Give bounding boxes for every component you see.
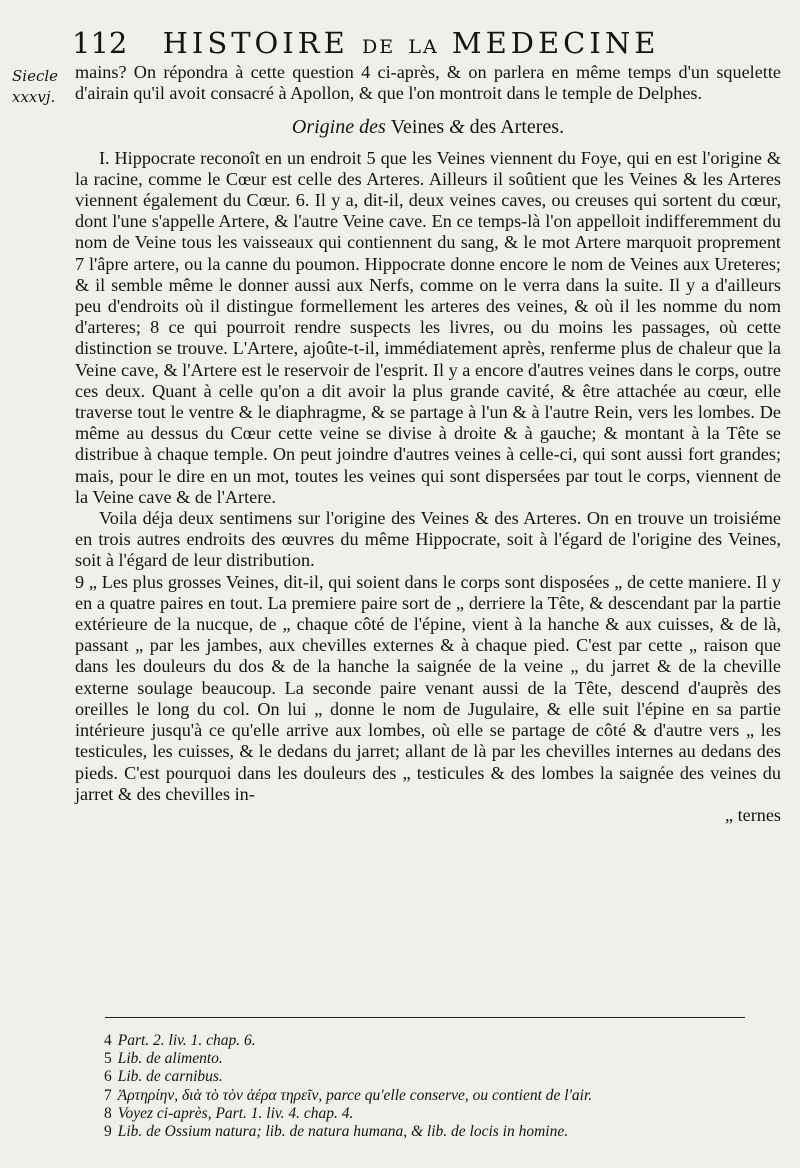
heading-veines: Veines — [390, 116, 445, 139]
footnote-8: 8 Voyez ci-après, Part. 1. liv. 4. chap. 4. — [104, 1104, 354, 1122]
header-title-medecine: MEDECINE — [451, 26, 660, 60]
heading-text1: Origine des — [291, 116, 386, 139]
footnote-6: 6 Lib. de carnibus. — [104, 1068, 223, 1086]
running-header — [72, 26, 772, 62]
header-title-de: DE — [362, 36, 396, 58]
header-title-la: LA — [408, 36, 439, 58]
heading-arteres: des Arteres. — [469, 116, 565, 139]
footnote-5: 5 Lib. de alimento. — [104, 1050, 223, 1068]
paragraph-section-1: I. Hippocrate reconoît en un endroit 5 que les Veines viennent du Foye, qui en est l'origine & la racine, comme le Cœur est celle des Arteres. Ailleurs il soûtient que les Veines & les Arteres viennent également du Cœur. 6. Il y a, dit-il, deux veines caves, ou creuses qui sortent du cœur, dont l'une s'appelle Artere, & l'autre Veine cave. En ce temps-là l'on appelloit indifferemment du nom de Veine tous les vaisseaux qui contiennent du sang, & le mot Artere marquoit proprement 7 l'âpre artere, ou la canne du poumon. Hippocrate donne encore le nom de Veines aux Ureteres; & il semble même le donner aussi aux Nerfs, comme on le verra dans la suite. Il y a d'ailleurs peu d'endroits où il distingue formellement les arteres des veines, & où il les nomme du nom d'arteres; 8 ce qui pourroit rendre suspects les livres, ou du moins les passages, où cette distinction se trouve. L'Artere, ajoûte-t-il, immédiatement après, renferme plus de chaleur que la Veine cave, & l'Artere est le reservoir de l'esprit. Il y a encore d'autres veines dans le corps, outre ces deux. Quant à celle qu'on a dit avoir la plus grande cavité, & être attachée au cœur, elle traverse tout le ventre & le diaphragme, & se partage à l'un & à l'autre Rein, vers les lombes. De même au dessus du Cœur cette veine se divise à droite & à gauche; & montant à la Tête se distribue à chaque temple. On peut joindre d'autres veines à celle-ci, qui sont aussi fort grandes; mais, pour le dire en un mot, toutes les veines qui sont dispersées par tout le corps, viennent de la Veine cave & de l'Artere. — [75, 147, 781, 507]
catchword: „ ternes — [724, 804, 781, 825]
footnote-9: 9 Lib. de Ossium natura; lib. de natura humana, & lib. de locis in homine. — [104, 1123, 569, 1141]
footnote-7: 7 Ἀρτηρίην, διὰ τὸ τὸν ἀέρα τηρεῖν, parce qu'elle conserve, ou contient de l'air. — [104, 1086, 593, 1104]
footnote-rule — [105, 1017, 745, 1018]
footnotes — [104, 1032, 764, 1141]
paragraph-three-sentiments: Voila déja deux sentimens sur l'origine des Veines & des Arteres. On en trouve un troisiéme en trois autres endroits des œuvres du même Hippocrate, soit à l'égard de l'origine des Veines, soit à l'égard de leur distribution. — [75, 508, 781, 571]
section-heading — [75, 117, 781, 138]
margin-note-line2: xxxvj. — [12, 88, 56, 106]
margin-note-century — [12, 66, 68, 108]
footnote-4: 4 Part. 2. liv. 1. chap. 6. — [104, 1032, 256, 1049]
header-title-histoire: HISTOIRE — [162, 26, 349, 60]
paragraph-opening: mains? On répondra à cette question 4 ci-après, & on parlera en même temps d'un squelette d'airain qu'il avoit consacré à Apollon, & que l'on montroit dans le temple de Delphes. — [75, 62, 781, 104]
paragraph-quotation: 9 „ Les plus grosses Veines, dit-il, qui soient dans le corps sont disposées „ de cette maniere. Il y en a quatre paires en tout. La premiere paire sort de „ derriere la Tête, & descendant par la partie extérieure de la nucque, de „ chaque côté de l'épine, vient à la hanche & aux cuisses, & de là, passant „ par les jambes, aux chevilles externes & à chaque pied. C'est par cette „ raison que dans les douleurs du dos & de la hanche la saignée de la veine „ du jarret & de la cheville externe soulage beaucoup. La seconde paire venant aussi de la Tête, descend d'auprès des oreilles le long du col. On lui „ donne le nom de Jugulaire, & elle suit l'épine en sa partie intérieure jusqu'à ce qu'elle arrive aux lombes, où elle se partage de côté & d'autre vers „ les testicules, les cuisses, & le dedans du jarret; allant de là par les chevilles internes au dedans des pieds. C'est pourquoi dans les douleurs des „ testicules & des lombes la saignée des veines du jarret & des chevilles in- — [75, 571, 781, 804]
page-number: 112 — [72, 26, 128, 60]
margin-note-line1: Siecle — [12, 67, 59, 85]
main-text — [75, 62, 781, 826]
heading-ampersand: & — [449, 116, 465, 139]
